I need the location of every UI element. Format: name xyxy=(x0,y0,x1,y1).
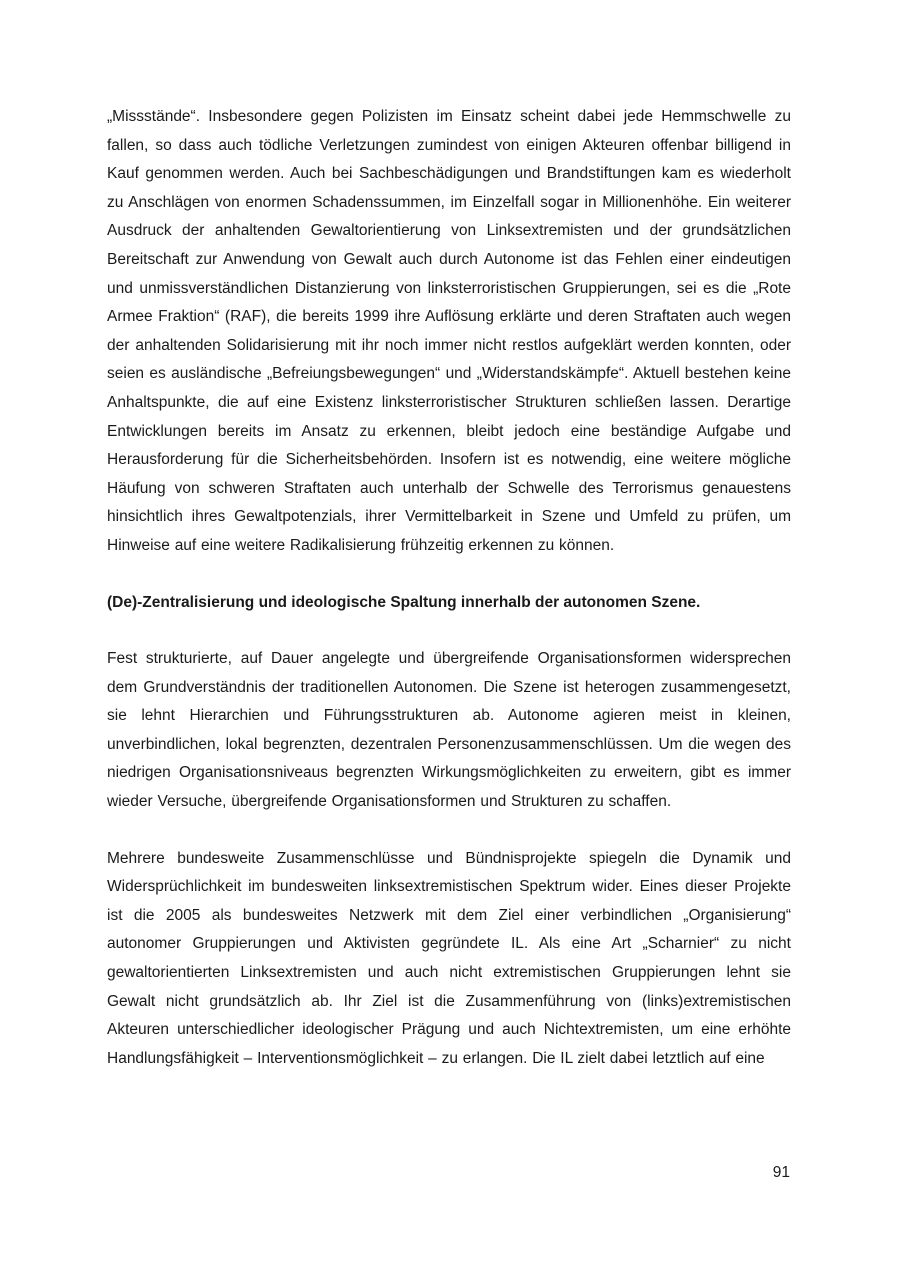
section-heading: (De)-Zentralisierung und ideologische Spaltung innerhalb der autonomen Szene. xyxy=(107,593,701,611)
paragraph-organisationsformen: Fest strukturierte, auf Dauer angelegte und übergreifende Organisationsformen widersprechen dem Grundverständnis der traditionellen Autonomen. Die Szene ist heterogen zusammengesetzt, sie lehnt Hierarchien und Führungsstrukturen ab. Autonome agieren meist in kleinen, unverbindlichen, lokal begrenzten, dezentralen Personenzusammenschlüssen. Um die wegen des niedrigen Organisationsniveaus begrenzten Wirkungsmöglichkeiten zu erweitern, gibt es immer wieder Versuche, übergreifende Organisationsformen und Strukturen zu schaffen. xyxy=(107,650,791,811)
paragraph-buendnisprojekte: Mehrere bundesweite Zusammenschlüsse und Bündnisprojekte spiegeln die Dynamik und Widersprüchlichkeit im bundesweiten linksextremistischen Spektrum wider. Eines dieser Projekte ist die 2005 als bundesweites Netzwerk mit dem Ziel einer verbindlichen „Organisierung“ autonomer Gruppierungen und Aktivisten gegründete IL. Als eine Art „Scharnier“ zu nicht gewaltorientierten Linksextremisten und auch nicht extremistischen Gruppierungen lehnt sie Gewalt nicht grundsätzlich ab. Ihr Ziel ist die Zusammenführung von (links)extremistischen Akteuren unterschiedlicher ideologischer Prägung und auch Nichtextremisten, um eine erhöhte Handlungsfähigkeit – Interventionsmöglichkeit – zu erlangen. Die IL zielt dabei letztlich auf eine xyxy=(107,849,791,1067)
page-number: 91 xyxy=(772,1164,790,1181)
paragraph-gewaltorientierung: „Missstände“. Insbesondere gegen Polizisten im Einsatz scheint dabei jede Hemmschwelle zu fallen, so dass auch tödliche Verletzungen zumindest von einigen Akteuren offenbar billigend in Kauf genommen werden. Auch bei Sachbeschädigungen und Brandstiftungen kam es wiederholt zu Anschlägen von enormen Schadenssummen, im Einzelfall sogar in Millionenhöhe. Ein weiterer Ausdruck der anhaltenden Gewaltorientierung von Linksextremisten und der grundsätzlichen Bereitschaft zur Anwendung von Gewalt auch durch Autonome ist das Fehlen einer eindeutigen und unmissverständlichen Distanzierung von linksterroristischen Gruppierungen, sei es die „Rote Armee Fraktion“ (RAF), die bereits 1999 ihre Auflösung erklärte und deren Straftaten auch wegen der anhaltenden Solidarisierung mit ihr noch immer nicht restlos aufgeklärt werden konnten, oder seien es ausländische „Befreiungsbewegungen“ und „Widerstandskämpfe“. Aktuell bestehen keine Anhaltspunkte, die auf eine Existenz linksterroristischer Strukturen schließen lassen. Derartige Entwicklungen bereits im Ansatz zu erkennen, bleibt jedoch eine beständige Aufgabe und Herausforderung für die Sicherheitsbehörden. Insofern ist es notwendig, eine weitere mögliche Häufung von schweren Straftaten auch unterhalb der Schwelle des Terrorismus genauestens hinsichtlich ihres Gewaltpotenzials, ihrer Vermittelbarkeit in Szene und Umfeld zu prüfen, um Hinweise auf eine weitere Radikalisierung frühzeitig erkennen zu können. xyxy=(107,108,791,554)
text-block xyxy=(107,103,791,1073)
